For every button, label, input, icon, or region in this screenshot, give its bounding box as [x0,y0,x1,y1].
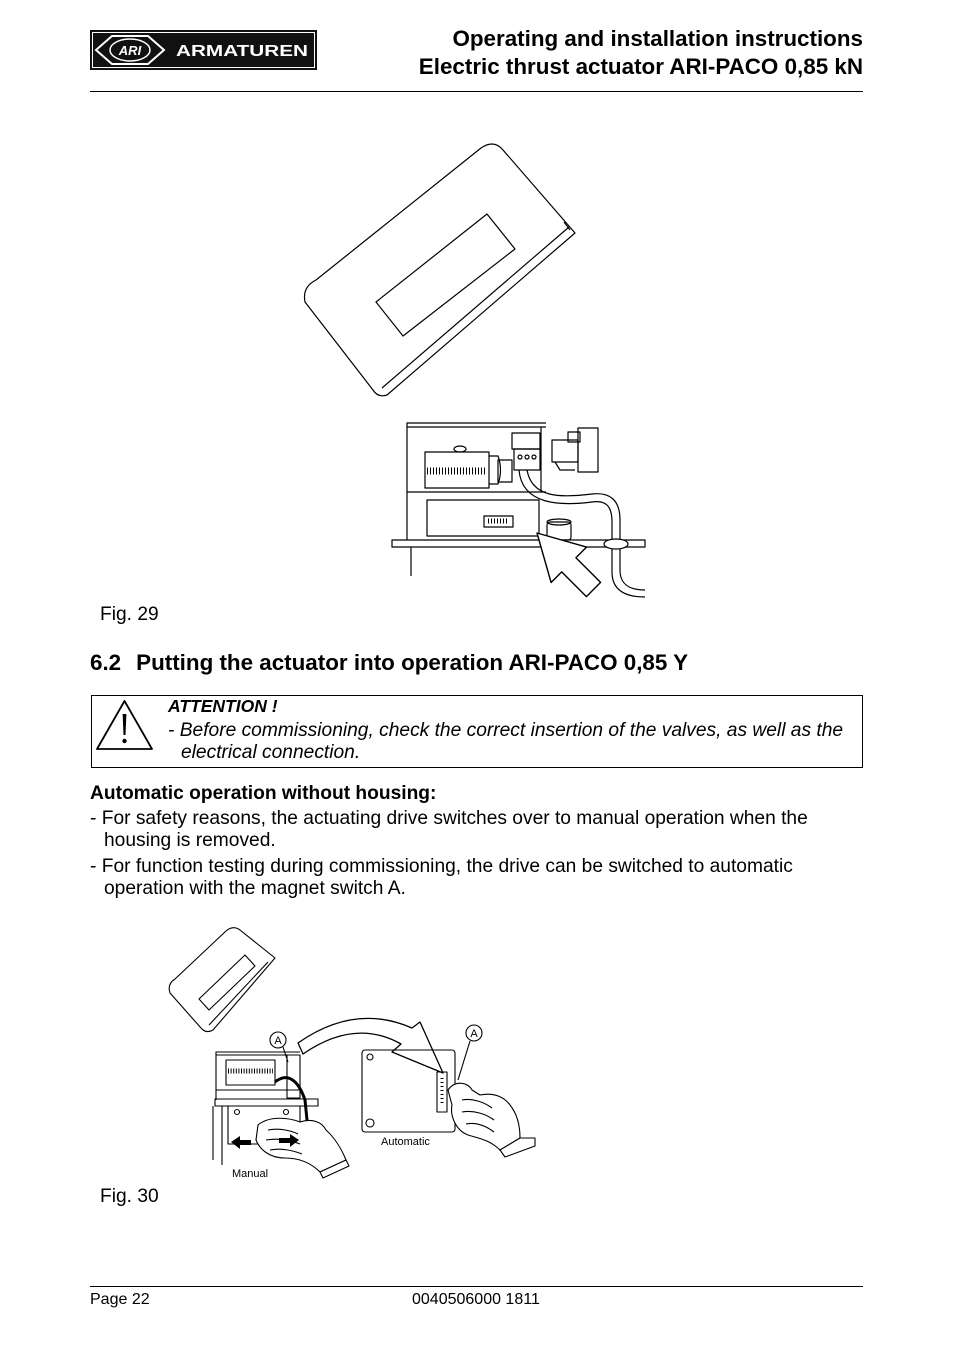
section-title: Putting the actuator into operation ARI-PACO 0,85 Y [136,650,689,675]
figure-29-drawing [290,130,660,605]
warning-icon [95,698,155,752]
attention-text-line: - Before commissioning, check the correct insertion of the valves, as well as the [168,720,844,741]
footer-rule [90,1286,863,1287]
subsection-heading: Automatic operation without housing: [90,783,437,804]
section-number: 6.2 [90,650,122,675]
logo-emblem-text: ARI [118,43,142,58]
list-item-line: housing is removed. [104,830,276,851]
document-subtitle: Electric thrust actuator ARI-PACO 0,85 kN [418,54,863,79]
actuator-manual [213,1032,349,1178]
list-item-line: - For safety reasons, the actuating drive switches over to manual operation when the [90,808,808,829]
housing-cover-small [169,928,275,1032]
terminal-block [512,433,540,470]
document-number: 0040506000 1811 [412,1291,540,1308]
page-number: Page 22 [90,1291,150,1308]
list-item-line: operation with the magnet switch A. [104,878,406,899]
curved-arrow [298,1018,443,1073]
marker-a-label: A [470,1028,478,1040]
section-heading [90,650,688,676]
arrow-left-icon [231,1136,251,1149]
header-rule [90,91,863,92]
ari-armaturen-logo [90,30,317,70]
cover-window [376,214,515,336]
figure-30-drawing [160,915,550,1185]
actuator-assembly [392,423,645,597]
hand-left [256,1118,349,1178]
figure-29-caption: Fig. 29 [100,604,159,625]
logo-wordmark: ARMATUREN [176,43,308,60]
automatic-label: Automatic [381,1136,430,1148]
marker-a-label: A [274,1035,282,1047]
list-item-line: - For function testing during commissioning, the drive can be switched to automatic [90,856,793,877]
document-title: Operating and installation instructions [452,26,863,51]
manual-label: Manual [232,1168,269,1180]
attention-text-line: electrical connection. [181,742,361,763]
valve-bracket [552,428,598,472]
figure-30-caption: Fig. 30 [100,1186,159,1207]
lower-housing [427,500,539,536]
attention-title: ATTENTION ! [168,696,278,716]
pointer-arrow [537,533,601,597]
hand-right [448,1083,535,1157]
housing-cover [304,144,575,396]
